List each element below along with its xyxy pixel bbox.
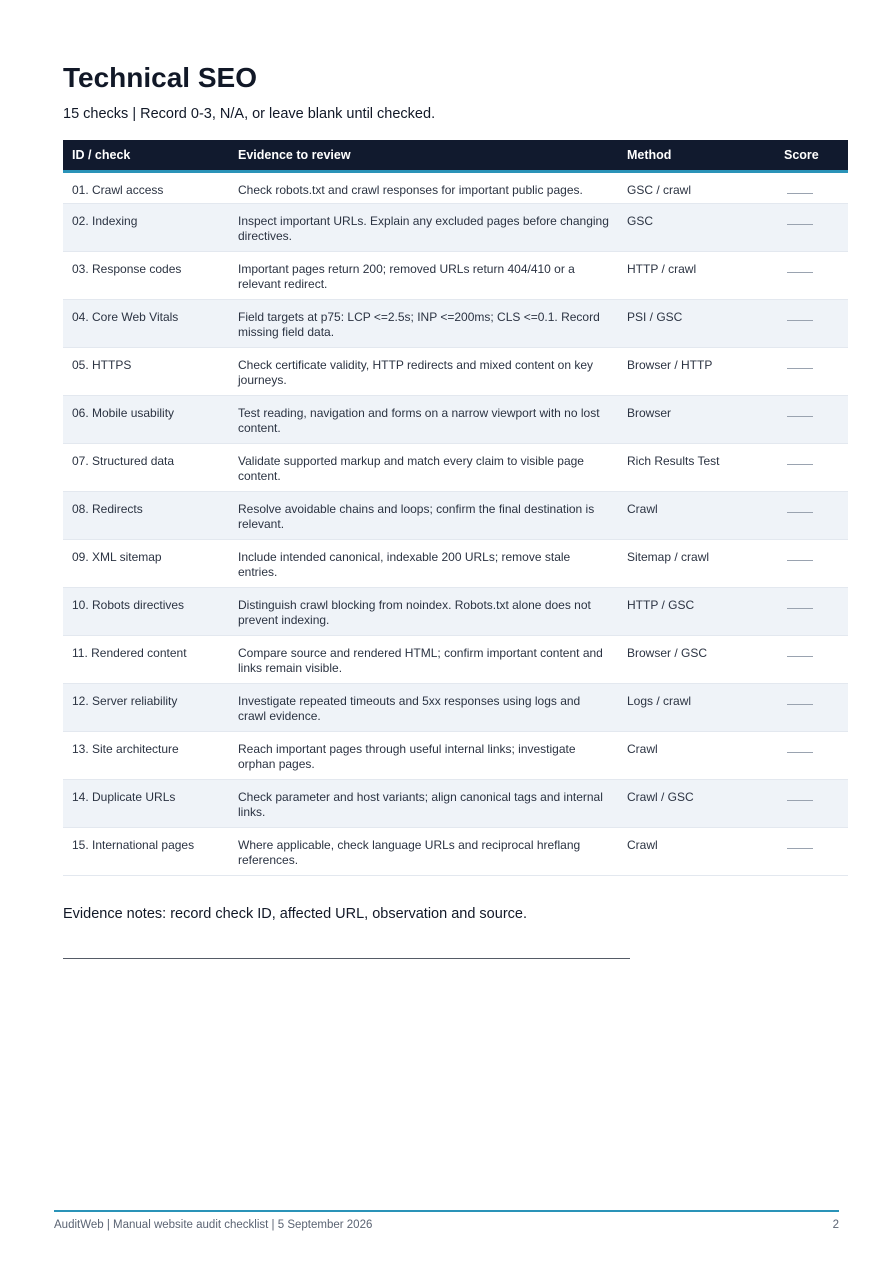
score-cell[interactable] <box>775 299 848 347</box>
score-blank-field[interactable] <box>787 743 813 753</box>
score-cell[interactable] <box>775 683 848 731</box>
check-cell: 14. Duplicate URLs <box>63 779 229 827</box>
evidence-cell: Include intended canonical, indexable 200 URLs; remove stale entries. <box>229 539 618 587</box>
check-cell: 09. XML sitemap <box>63 539 229 587</box>
score-blank-field[interactable] <box>787 263 813 273</box>
column-header-check: ID / check <box>63 140 229 171</box>
method-cell: GSC / crawl <box>618 171 775 203</box>
evidence-cell: Inspect important URLs. Explain any excluded pages before changing directives. <box>229 203 618 251</box>
method-cell: Browser / GSC <box>618 635 775 683</box>
score-blank-field[interactable] <box>787 455 813 465</box>
footer-text: AuditWeb | Manual website audit checklist | 5 September 2026 <box>54 1219 373 1231</box>
table-header-row <box>63 140 848 171</box>
score-blank-field[interactable] <box>787 551 813 561</box>
check-cell: 08. Redirects <box>63 491 229 539</box>
score-cell[interactable] <box>775 203 848 251</box>
evidence-cell: Check parameter and host variants; align canonical tags and internal links. <box>229 779 618 827</box>
table-row <box>63 299 848 347</box>
score-cell[interactable] <box>775 539 848 587</box>
score-blank-field[interactable] <box>787 839 813 849</box>
check-cell: 03. Response codes <box>63 251 229 299</box>
table-row <box>63 587 848 635</box>
score-blank-field[interactable] <box>787 695 813 705</box>
score-blank-field[interactable] <box>787 791 813 801</box>
evidence-cell: Check robots.txt and crawl responses for important public pages. <box>229 171 618 203</box>
score-cell[interactable] <box>775 251 848 299</box>
score-blank-field[interactable] <box>787 503 813 513</box>
method-cell: Logs / crawl <box>618 683 775 731</box>
score-cell[interactable] <box>775 347 848 395</box>
score-cell[interactable] <box>775 491 848 539</box>
check-cell: 01. Crawl access <box>63 171 229 203</box>
score-blank-field[interactable] <box>787 599 813 609</box>
table-row <box>63 827 848 875</box>
method-cell: GSC <box>618 203 775 251</box>
evidence-cell: Field targets at p75: LCP <=2.5s; INP <=200ms; CLS <=0.1. Record missing field data. <box>229 299 618 347</box>
table-row <box>63 347 848 395</box>
method-cell: Crawl / GSC <box>618 779 775 827</box>
table-row <box>63 491 848 539</box>
table-row <box>63 443 848 491</box>
table-row <box>63 203 848 251</box>
check-cell: 11. Rendered content <box>63 635 229 683</box>
check-cell: 04. Core Web Vitals <box>63 299 229 347</box>
score-cell[interactable] <box>775 779 848 827</box>
column-header-evidence: Evidence to review <box>229 140 618 171</box>
evidence-cell: Where applicable, check language URLs and reciprocal hreflang references. <box>229 827 618 875</box>
method-cell: HTTP / GSC <box>618 587 775 635</box>
score-blank-field[interactable] <box>787 359 813 369</box>
method-cell: Crawl <box>618 491 775 539</box>
evidence-notes-label: Evidence notes: record check ID, affected URL, observation and source. <box>63 906 527 922</box>
table-row <box>63 779 848 827</box>
evidence-cell: Validate supported markup and match every claim to visible page content. <box>229 443 618 491</box>
evidence-notes-line[interactable] <box>63 958 630 959</box>
method-cell: Crawl <box>618 827 775 875</box>
column-header-score: Score <box>775 140 848 171</box>
score-cell[interactable] <box>775 731 848 779</box>
method-cell: Rich Results Test <box>618 443 775 491</box>
page-subtitle: 15 checks | Record 0-3, N/A, or leave blank until checked. <box>63 106 436 122</box>
check-cell: 05. HTTPS <box>63 347 229 395</box>
score-blank-field[interactable] <box>787 311 813 321</box>
evidence-cell: Test reading, navigation and forms on a narrow viewport with no lost content. <box>229 395 618 443</box>
score-blank-field[interactable] <box>787 184 813 194</box>
evidence-cell: Compare source and rendered HTML; confirm important content and links remain visible. <box>229 635 618 683</box>
checklist-table <box>63 140 848 876</box>
method-cell: HTTP / crawl <box>618 251 775 299</box>
score-cell[interactable] <box>775 635 848 683</box>
score-blank-field[interactable] <box>787 215 813 225</box>
method-cell: Browser / HTTP <box>618 347 775 395</box>
footer-rule <box>54 1210 839 1212</box>
page-number: 2 <box>832 1219 839 1231</box>
score-blank-field[interactable] <box>787 647 813 657</box>
method-cell: Crawl <box>618 731 775 779</box>
check-cell: 02. Indexing <box>63 203 229 251</box>
check-cell: 06. Mobile usability <box>63 395 229 443</box>
table-row <box>63 251 848 299</box>
score-cell[interactable] <box>775 395 848 443</box>
table-row <box>63 539 848 587</box>
score-cell[interactable] <box>775 587 848 635</box>
evidence-cell: Resolve avoidable chains and loops; confirm the final destination is relevant. <box>229 491 618 539</box>
page-title: Technical SEO <box>63 62 257 93</box>
score-cell[interactable] <box>775 171 848 203</box>
check-cell: 15. International pages <box>63 827 229 875</box>
evidence-cell: Distinguish crawl blocking from noindex. Robots.txt alone does not prevent indexing. <box>229 587 618 635</box>
check-cell: 12. Server reliability <box>63 683 229 731</box>
table-row <box>63 635 848 683</box>
evidence-cell: Investigate repeated timeouts and 5xx responses using logs and crawl evidence. <box>229 683 618 731</box>
table-row <box>63 731 848 779</box>
column-header-method: Method <box>618 140 775 171</box>
evidence-cell: Reach important pages through useful internal links; investigate orphan pages. <box>229 731 618 779</box>
check-cell: 07. Structured data <box>63 443 229 491</box>
check-cell: 13. Site architecture <box>63 731 229 779</box>
score-cell[interactable] <box>775 443 848 491</box>
check-cell: 10. Robots directives <box>63 587 229 635</box>
table-row <box>63 395 848 443</box>
table-row <box>63 683 848 731</box>
table-row <box>63 171 848 203</box>
method-cell: Browser <box>618 395 775 443</box>
method-cell: Sitemap / crawl <box>618 539 775 587</box>
evidence-cell: Important pages return 200; removed URLs return 404/410 or a relevant redirect. <box>229 251 618 299</box>
score-cell[interactable] <box>775 827 848 875</box>
evidence-cell: Check certificate validity, HTTP redirects and mixed content on key journeys. <box>229 347 618 395</box>
score-blank-field[interactable] <box>787 407 813 417</box>
method-cell: PSI / GSC <box>618 299 775 347</box>
